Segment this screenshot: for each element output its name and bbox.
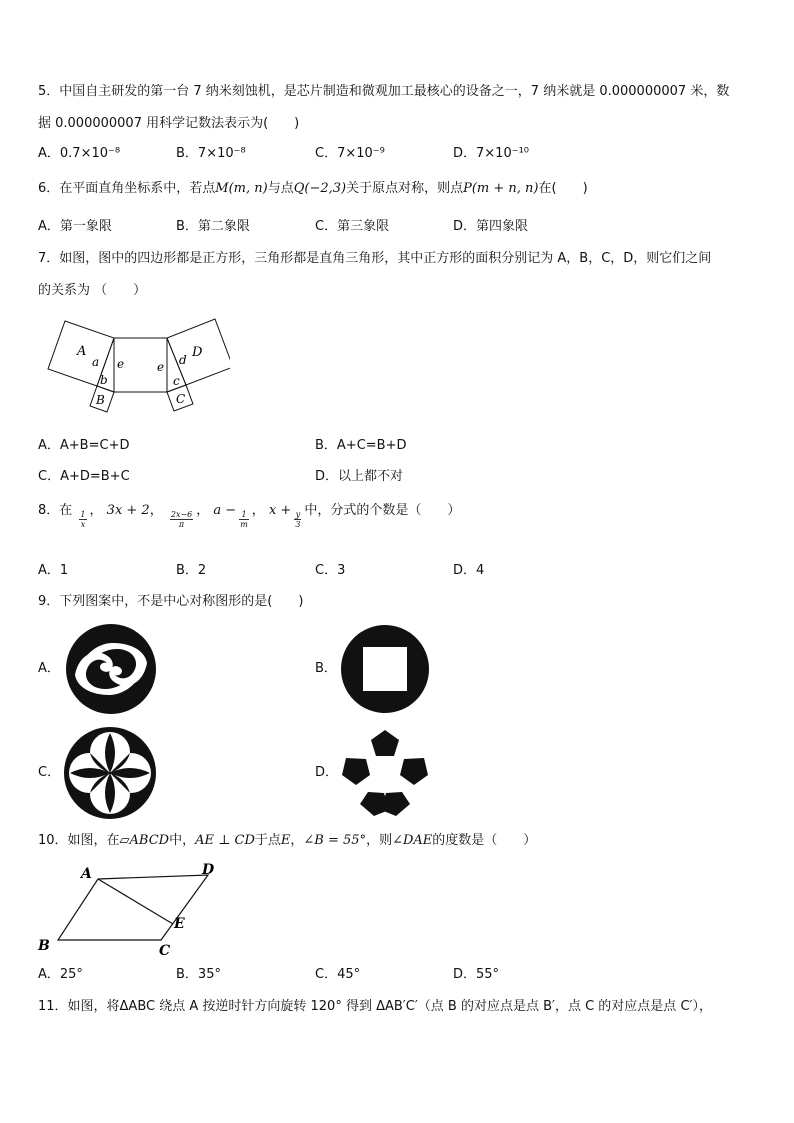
q8-expr-3 (170, 510, 193, 529)
q8-expr-4a: a − (213, 503, 237, 518)
q10-text-post: 的度数是（ ） (432, 833, 537, 848)
q8-option-d[interactable]: D．4 (453, 563, 485, 578)
q7-label-D: D (192, 345, 203, 360)
q9-option-c-four-petal-icon[interactable] (64, 727, 156, 819)
q8-f1-den: x (80, 520, 86, 529)
q5-option-c[interactable]: C．7×10⁻⁹ (315, 146, 385, 161)
q8-f5-den: 3 (295, 520, 301, 529)
q11-stem-line1: 11．如图，将ΔABC 绕点 A 按逆时针方向旋转 120° 得到 ΔAB′C′（点 B 的对应点是点 B′，点 C 的对应点是点 C′）， (38, 999, 712, 1014)
q7-label-B: B (96, 393, 105, 407)
q9-option-d-pentagons-icon[interactable] (338, 726, 432, 820)
q10-condition-perp: AE ⊥ CD (195, 833, 255, 848)
q7-option-c[interactable]: C．A+D=B+C (38, 469, 130, 484)
q5-stem-line2: 据 0.000000007 用科学记数法表示为( ) (38, 116, 300, 131)
q8-option-c[interactable]: C．3 (315, 563, 346, 578)
q6-text-mid2: 关于原点对称，则点 (346, 181, 464, 196)
q7-squares-figure (40, 308, 230, 418)
q10-text-mid4: ，则 (366, 833, 393, 848)
q6-point-p: P(m + n, n) (463, 181, 539, 196)
q9-option-d-label[interactable]: D． (315, 765, 339, 780)
q10-text-mid3: ， (290, 833, 304, 848)
q6-text-mid1: 与点 (267, 181, 294, 196)
q7-label-A: A (77, 344, 87, 359)
q10-option-b[interactable]: B．35° (176, 967, 221, 982)
q5-option-a[interactable]: A．0.7×10⁻⁸ (38, 146, 121, 161)
q9-option-c-label[interactable]: C． (38, 765, 61, 780)
q8-f4-den: m (240, 520, 248, 529)
q8-expr-1 (79, 510, 86, 529)
q8-expr-5 (294, 510, 301, 529)
q10-label-D: D (202, 862, 215, 878)
q7-label-b: b (100, 373, 108, 387)
q6-stem (38, 180, 588, 198)
q10-label-E: E (174, 916, 185, 932)
q10-angle-ask: ∠DAE (392, 833, 433, 848)
q10-text-pre: 10．如图，在 (38, 833, 120, 848)
q8-sep-3: ， (196, 503, 210, 518)
q6-option-c[interactable]: C．第三象限 (315, 219, 390, 234)
q5-option-b[interactable]: B．7×10⁻⁸ (176, 146, 246, 161)
q10-parallelogram-figure (34, 856, 224, 960)
q10-text-mid1: 中， (169, 833, 196, 848)
q6-text-pre: 6．在平面直角坐标系中，若点 (38, 181, 216, 196)
q10-label-B: B (38, 938, 50, 954)
q10-option-c[interactable]: C．45° (315, 967, 361, 982)
q7-label-e-left: e (117, 357, 125, 371)
q8-text-post: 中，分式的个数是（ ） (304, 503, 461, 518)
q5-option-d[interactable]: D．7×10⁻¹⁰ (453, 146, 530, 161)
q8-sep-2: ， (149, 503, 163, 518)
q8-sep-4: ， (251, 503, 265, 518)
q7-label-C: C (176, 392, 186, 406)
q10-condition-angle: ∠B = 55° (303, 833, 367, 848)
q7-label-c: c (173, 374, 180, 388)
q6-point-q: Q(−2,3) (293, 181, 347, 196)
q7-option-a[interactable]: A．A+B=C+D (38, 438, 130, 453)
q10-label-C: C (159, 943, 171, 959)
q10-parallelogram: ▱ABCD (119, 833, 170, 848)
q10-option-d[interactable]: D．55° (453, 967, 500, 982)
q9-option-a-label[interactable]: A． (38, 661, 60, 676)
q10-label-A: A (81, 866, 92, 882)
q9-option-a-wave-icon[interactable] (65, 623, 157, 715)
q8-f1-num: 1 (80, 510, 86, 519)
q10-point-e: E (280, 833, 291, 848)
q5-stem-line1: 5．中国自主研发的第一台 7 纳米刻蚀机，是芯片制造和微观加工最核心的设备之一，7 纳米就是 0.000000007 米，数 (38, 84, 730, 99)
q7-label-a: a (92, 355, 100, 369)
q6-point-m: M(m, n) (215, 181, 268, 196)
q8-sep-1: ， (89, 503, 103, 518)
q8-expr-2: 3x + 2 (106, 503, 150, 518)
q6-option-b[interactable]: B．第二象限 (176, 219, 250, 234)
q9-option-b-square-in-circle-icon[interactable] (340, 624, 430, 714)
q7-stem-line1: 7．如图，图中的四边形都是正方形，三角形都是直角三角形，其中正方形的面积分别记为 A，B，C，D，则它们之间 (38, 251, 712, 266)
q10-text-mid2: 于点 (254, 833, 281, 848)
q8-stem (38, 500, 461, 529)
q7-label-e-right: e (157, 360, 165, 374)
q8-option-a[interactable]: A．1 (38, 563, 69, 578)
q8-f5-num: y (295, 510, 301, 519)
q8-text-pre: 8．在 (38, 503, 73, 518)
q8-f3-num: 2x−6 (170, 510, 193, 519)
q10-option-a[interactable]: A．25° (38, 967, 83, 982)
q8-expr-5a: x + (268, 503, 292, 518)
q7-option-b[interactable]: B．A+C=B+D (315, 438, 407, 453)
q9-stem: 9．下列图案中，不是中心对称图形的是( ) (38, 594, 304, 609)
q8-f3-den: π (178, 520, 185, 529)
q6-option-d[interactable]: D．第四象限 (453, 219, 529, 234)
q6-text-post: 在( ) (538, 181, 588, 196)
q8-option-b[interactable]: B．2 (176, 563, 207, 578)
q8-f4-num: 1 (239, 510, 249, 520)
q7-option-d[interactable]: D．以上都不对 (315, 469, 404, 484)
q6-option-a[interactable]: A．第一象限 (38, 219, 112, 234)
q7-label-d: d (179, 353, 187, 367)
q10-stem (38, 832, 536, 850)
q8-expr-4 (239, 510, 249, 529)
q7-stem-line2: 的关系为 （ ） (38, 283, 147, 298)
q9-option-b-label[interactable]: B． (315, 661, 337, 676)
